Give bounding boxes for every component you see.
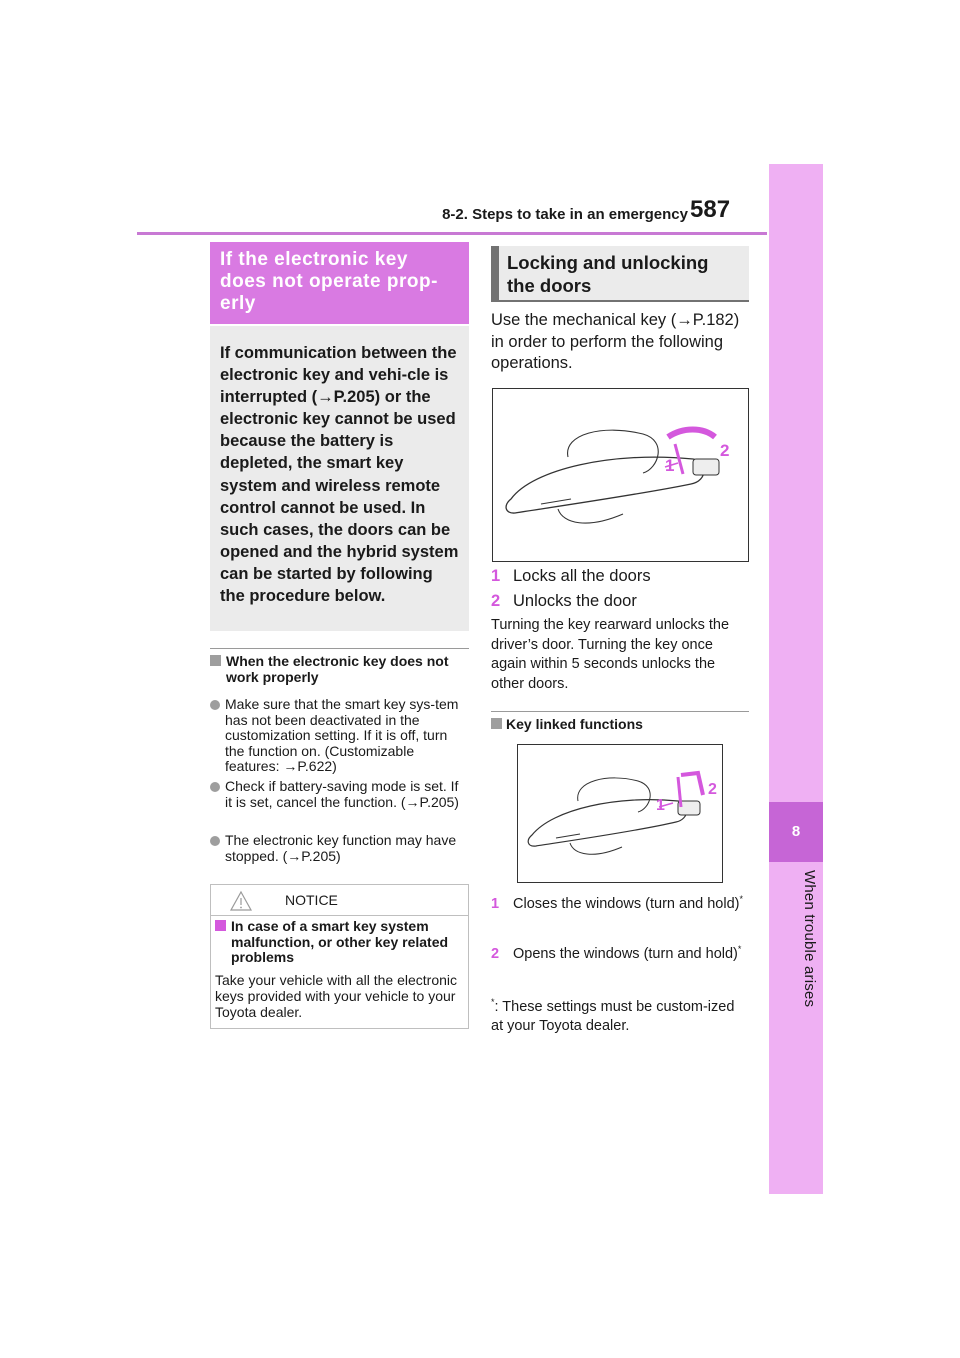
- key-linked-figure: [517, 744, 723, 883]
- chapter-number: 8: [769, 802, 823, 862]
- list-item: [491, 566, 753, 588]
- list-item: [491, 591, 753, 613]
- step-text: Unlocks the door: [513, 592, 637, 610]
- page-number: 587: [690, 196, 731, 223]
- footnote: [491, 993, 749, 1036]
- door-handle-illustration: [493, 389, 748, 561]
- callout-2: 2: [708, 781, 717, 798]
- list-item: [210, 833, 469, 869]
- square-bullet-icon: [210, 655, 221, 666]
- intro-box: If communication between the electronic key and vehi-cle is interrupted (→P.205) or the electronic key cannot be used because the battery is depleted, the smart key system and wireless remote control cannot be used. In such cases, the doors can be opened and the hybrid system can be started by following the procedure below.: [210, 326, 469, 631]
- subheading-key-not-working: [210, 653, 469, 685]
- door-handle-figure: [492, 388, 749, 562]
- heading-underline: [491, 300, 749, 302]
- notice-divider: [211, 915, 468, 916]
- bullet-dot-icon: [210, 836, 220, 846]
- step-text: Locks all the doors: [513, 567, 651, 585]
- function-text: Opens the windows (turn and hold): [513, 945, 738, 962]
- bullet-text: The electronic key function may have stopped. (→P.205): [225, 832, 457, 864]
- callout-1: 1: [656, 797, 665, 814]
- unlock-note: Turning the key rearward unlocks the driver’s door. Turning the key once again within 5 seconds unlocks the other doors.: [491, 617, 730, 692]
- door-handle-illustration: [518, 745, 722, 882]
- footnote-mark: *: [739, 894, 743, 904]
- divider: [491, 711, 749, 712]
- notice-text: Take your vehicle with all the electronic keys provided with your vehicle to your Toyota dealer.: [215, 972, 458, 1020]
- bullet-dot-icon: [210, 782, 220, 792]
- notice-subheading: [215, 918, 465, 965]
- divider: [210, 648, 469, 649]
- subheading-text: When the electronic key does not work properly: [226, 653, 449, 685]
- square-bullet-icon: [491, 718, 502, 729]
- section-heading-locking: Locking and unlocking the doors: [491, 246, 749, 302]
- square-bullet-icon: [215, 920, 226, 931]
- callout-2: 2: [720, 441, 730, 460]
- footnote-mark: *: [737, 944, 742, 954]
- bullet-dot-icon: [210, 700, 220, 710]
- list-item: [210, 779, 469, 821]
- list-item: [491, 887, 749, 917]
- header-rule: [137, 232, 767, 235]
- list-item: [210, 697, 469, 775]
- footnote-mark: *: [491, 997, 495, 1007]
- bullet-text: Make sure that the smart key sys-tem has not been deactivated in the customization setting. If it is off, turn the function on. (Customizable features: →P.622): [225, 696, 459, 774]
- notice-box: [210, 884, 469, 1029]
- callout-1: 1: [665, 456, 675, 475]
- bullet-text: Check if battery-saving mode is set. If it is set, cancel the function. (→P.205): [225, 778, 459, 810]
- subheading-key-linked: [491, 717, 749, 733]
- notice-header: [211, 885, 468, 915]
- notice-subheading-text: In case of a smart key system malfunction, or other key related problems: [231, 918, 449, 965]
- chapter-title: When trouble arises: [801, 870, 818, 1008]
- list-item: [491, 937, 749, 967]
- function-number: 1: [491, 895, 500, 912]
- function-number: 2: [491, 945, 500, 962]
- footnote-text: : These settings must be custom-ized at your Toyota dealer.: [491, 998, 735, 1034]
- section-heading-electronic-key: If the electronic key does not operate prop-erly: [210, 242, 469, 324]
- step-number: 2: [491, 592, 501, 610]
- step-number: 1: [491, 567, 501, 585]
- intro-text: Use the mechanical key (→P.182) in order to perform the following operations.: [491, 311, 740, 372]
- warning-triangle-icon: [229, 890, 253, 912]
- subheading-text: Key linked functions: [506, 716, 643, 732]
- section-title: 8-2. Steps to take in an emergency: [442, 206, 688, 223]
- notice-label: NOTICE: [285, 892, 338, 908]
- function-text: Closes the windows (turn and hold): [513, 895, 740, 912]
